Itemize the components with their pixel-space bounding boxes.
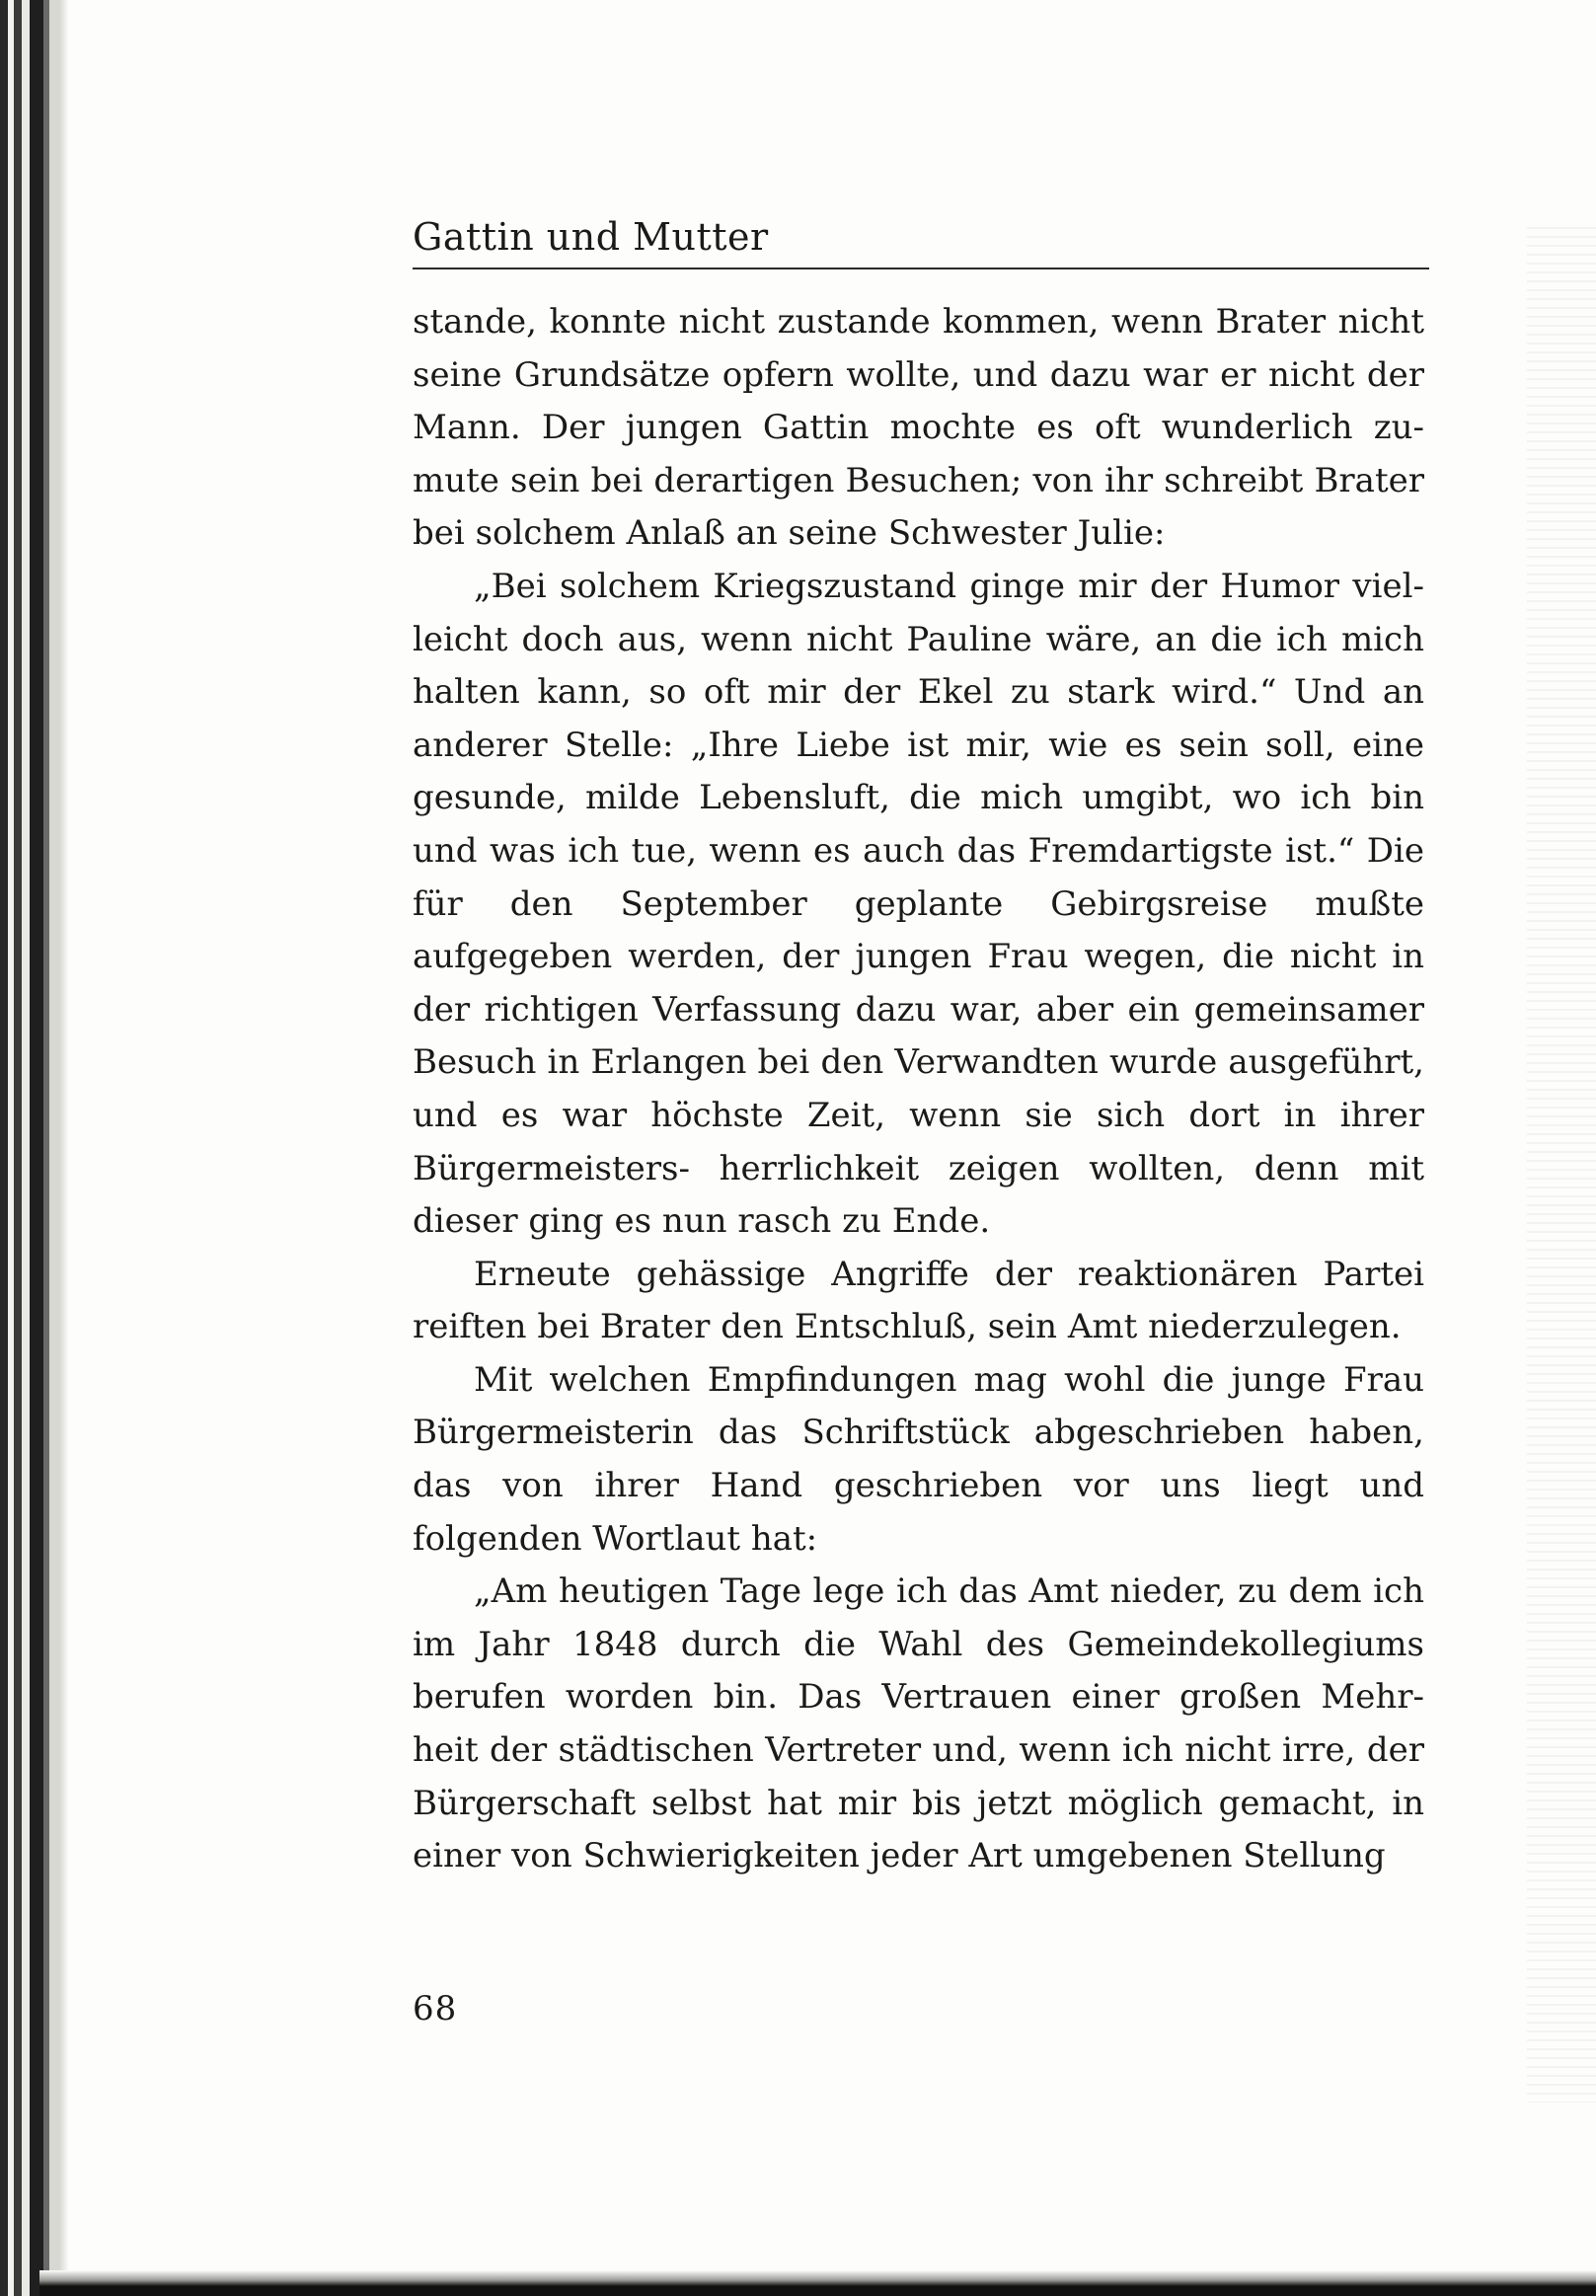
- paragraph: „Bei solchem Kriegszustand ginge mir der Humor viel- leicht doch aus, wenn nicht Pauline wäre, an die ich mich halten kann, so oft mir der Ekel zu stark wird.“ Und an anderer Stelle: „Ihre Liebe ist mir, wie es sein soll, eine gesunde, milde Lebensluft, die mich umgibt, wo ich bin und was ich tue, wenn es auch das Fremdartigste ist.“ Die für den September geplante Gebirgsreise mußte aufgegeben werden, der jungen Frau wegen, die nicht in der richtigen Verfassung dazu war, aber ein gemeinsamer Besuch in Erlangen bei den Verwandten wurde ausgeführt, und es war höchste Zeit, wenn sie sich dort in ihrer Bürgermeisters- herrlichkeit zeigen wollten, denn mit dieser ging es nun rasch zu Ende.: [413, 566, 1424, 1242]
- paragraph: „Am heutigen Tage lege ich das Amt nieder, zu dem ich im Jahr 1848 durch die Wahl des Gemeindekollegiums berufen worden bin. Das Vertrauen einer großen Mehr- heit der städtischen Vertreter und, wenn ich nicht irre, der Bürgerschaft selbst hat mir bis jetzt möglich gemacht, in einer von Schwierigkeiten jeder Art umgebenen Stellung: [413, 1571, 1424, 1876]
- paragraph: stande, konnte nicht zustande kommen, wenn Brater nicht seine Grundsätze opfern wollte, und dazu war er nicht der Mann. Der jungen Gattin mochte es oft wunderlich zu- mute sein bei derartigen Besuchen; von ihr schreibt Brater bei solchem Anlaß an seine Schwester Julie:: [413, 302, 1424, 554]
- book-binding-edge: [0, 0, 69, 2296]
- paragraph: Erneute gehässige Angriffe der reaktionären Partei reiften bei Brater den Entschluß, sein Amt niederzulegen.: [413, 1254, 1424, 1347]
- paragraph: Mit welchen Empfindungen mag wohl die junge Frau Bürgermeisterin das Schriftstück abgeschrieben haben, das von ihrer Hand geschrieben vor uns liegt und folgenden Wortlaut hat:: [413, 1359, 1424, 1559]
- running-head: Gattin und Mutter: [413, 215, 769, 259]
- header-rule: [413, 268, 1429, 269]
- body-text: [413, 296, 1424, 1883]
- page-number: 68: [413, 1989, 458, 2028]
- scan-noise-margin: [1527, 227, 1596, 2103]
- book-bottom-edge: [39, 2270, 1596, 2296]
